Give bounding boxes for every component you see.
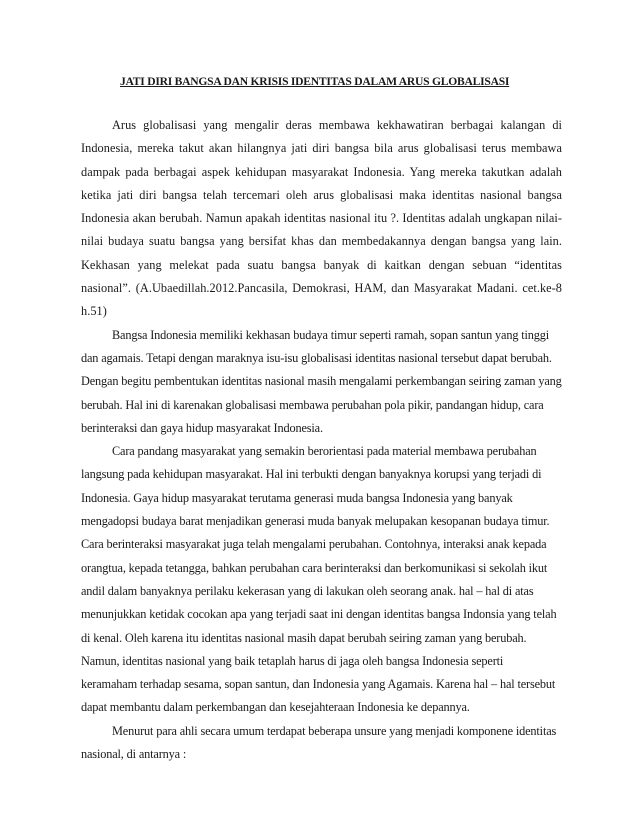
paragraph-1: Arus globalisasi yang mengalir deras membawa kekhawatiran berbagai kalangan di Indonesia, mereka takut akan hilangnya jati diri bangsa bila arus globalisasi terus membawa dampak pada berbagai aspek kehidupan masyarakat Indonesia. Yang mereka takutkan adalah ketika jati diri bangsa telah tercemari oleh arus globalisasi maka identitas nasional bangsa Indonesia akan berubah. Namun apakah identitas nasional itu ?. Identitas adalah ungkapan nilai-nilai budaya suatu bangsa yang bersifat khas dan membedakannya dengan bangsa yang lain. Kekhasan yang melekat pada suatu bangsa banyak di kaitkan dengan sebuan “identitas nasional”. (A.Ubaedillah.2012.Pancasila, Demokrasi, HAM, dan Masyarakat Madani. cet.ke-8 h.51) [81,118,562,319]
document-body [81,114,562,766]
paragraph-3: Cara pandang masyarakat yang semakin berorientasi pada material membawa perubahan langsung pada kehidupan masyarakat. Hal ini terbukti dengan banyaknya korupsi yang terjadi di Indonesia. Gaya hidup masyarakat terutama generasi muda bangsa Indonesia yang banyak mengadopsi budaya barat menjadikan generasi muda banyak melupakan kesopanan budaya timur. Cara berinteraksi masyarakat juga telah mengalami perubahan. Contohnya, interaksi anak kepada orangtua, kepada tetangga, bahkan perubahan cara berinteraksi dan berkomunikasi si sekolah ikut andil dalam banyaknya perilaku kekerasan yang di lakukan oleh seorang anak. hal – hal di atas menunjukkan ketidak cocokan apa yang terjadi saat ini dengan identitas bangsa Indonsia yang telah di kenal. Oleh karena itu identitas nasional masih dapat berubah seiring zaman yang berubah. Namun, identitas nasional yang baik tetaplah harus di jaga oleh bangsa Indonesia seperti keramaham terhadap sesama, sopan santun, dan Indonesia yang Agamais. Karena hal – hal tersebut dapat membantu dalam perkembangan dan kesejahteraan Indonesia ke depannya. [81,444,557,715]
document-title: JATI DIRI BANGSA DAN KRISIS IDENTITAS DALAM ARUS GLOBALISASI [120,75,510,88]
paragraph-4: Menurut para ahli secara umum terdapat beberapa unsure yang menjadi komponene identitas nasional, di antarnya : [81,723,557,762]
paragraph-2: Bangsa Indonesia memiliki kekhasan budaya timur seperti ramah, sopan santun yang tinggi dan agamais. Tetapi dengan maraknya isu-isu globalisasi identitas nasional tersebut dapat berubah. Dengan begitu pembentukan identitas nasional masih mengalami perkembangan seiring zaman yang berubah. Hal ini di karenakan globalisasi membawa perubahan pola pikir, pandangan hidup, cara berinteraksi dan gaya hidup masyarakat Indonesia. [81,327,562,435]
